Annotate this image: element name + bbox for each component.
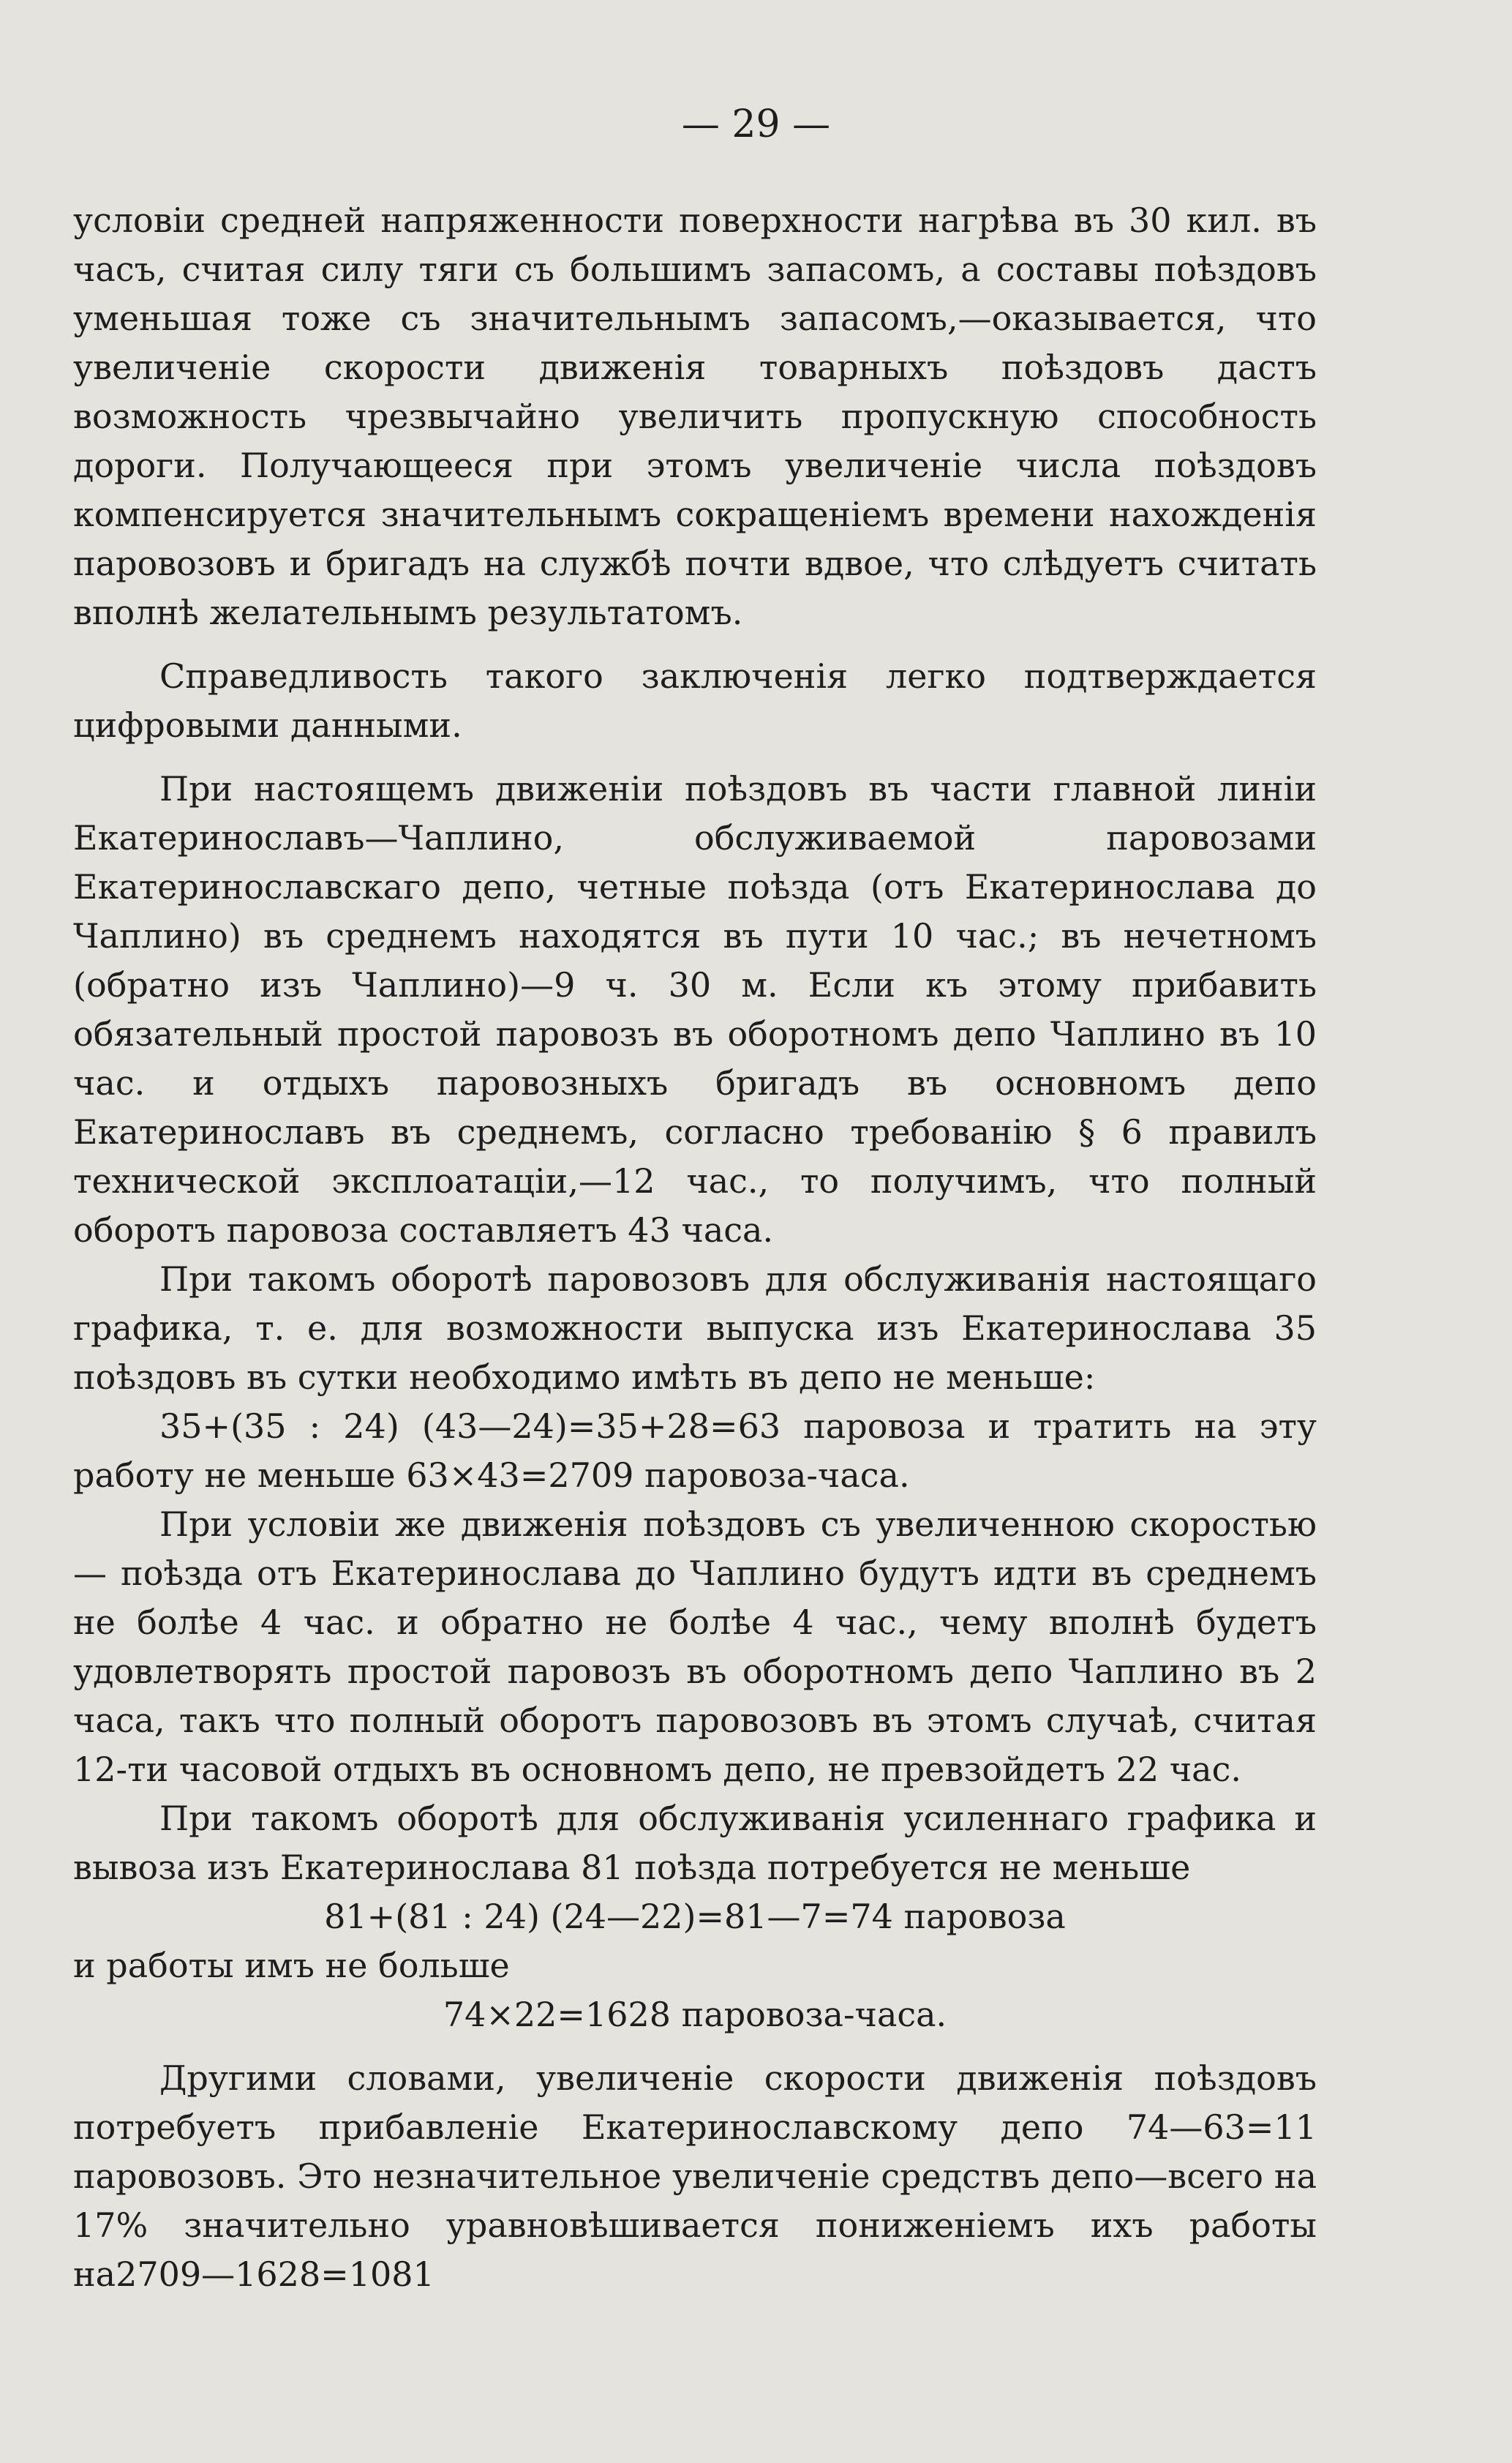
paragraph: Справедливость такого заключенія легко подтверждается цифровыми данными. [73,656,1317,745]
paragraph: При такомъ оборотѣ для обслуживанія усиленнаго графика и вывоза изъ Екатеринослава 81 поѣзда потребуется не меньше [73,1799,1317,1887]
formula: 74×22=1628 паровоза-часа. [443,1995,947,2034]
body-text [73,196,1317,2299]
formula: 81+(81 : 24) (24—22)=81—7=74 паровоза [324,1897,1066,1936]
paragraph: При условіи же движенія поѣздовъ съ увеличенною скоростью — поѣзда отъ Екатеринослава до Чаплино будутъ идти въ среднемъ не болѣе 4 час. и обратно не болѣе 4 час., чему вполнѣ будетъ удовлетворять простой паровозъ въ оборотномъ депо Чаплино въ 2 часа, такъ что полный оборотъ паровозовъ въ этомъ случаѣ, считая 12-ти часовой отдыхъ въ основномъ депо, не превзойдетъ 22 час. [73,1504,1317,1789]
text-line: и работы имъ не больше [73,1946,510,1985]
paragraph: При такомъ оборотѣ паровозовъ для обслуживанія настоящаго графика, т. е. для возможности выпуска изъ Екатеринослава 35 поѣздовъ въ сутки необходимо имѣть въ депо не меньше: [73,1259,1317,1397]
paragraph: 35+(35 : 24) (43—24)=35+28=63 паровоза и тратить на эту работу не меньше 63×43=2709 паровоза-часа. [73,1406,1317,1495]
paragraph: Другими словами, увеличеніе скорости движенія поѣздовъ потребуетъ прибавленіе Екатеринославскому депо 74—63=11 паровозовъ. Это незначительное увеличеніе средствъ депо—всего на 17% значительно уравновѣшивается пониженіемъ ихъ работы на2709—1628=1081 [73,2058,1317,2294]
paragraph: При настоящемъ движеніи поѣздовъ въ части главной линіи Екатеринославъ—Чаплино, обслуживаемой паровозами Екатеринославскаго депо, четные поѣзда (отъ Екатеринослава до Чаплино) въ среднемъ находятся въ пути 10 час.; въ нечетномъ (обратно изъ Чаплино)—9 ч. 30 м. Если къ этому прибавить обязательный простой паровозъ въ оборотномъ депо Чаплино въ 10 час. и отдыхъ паровозныхъ бригадъ въ основномъ депо Екатеринославъ въ среднемъ, согласно требованію § 6 правилъ технической эксплоатаціи,—12 час., то получимъ, что полный оборотъ паровоза составляетъ 43 часа. [73,769,1317,1250]
paragraph: условіи средней напряженности поверхности нагрѣва въ 30 кил. въ часъ, считая силу тяги съ большимъ запасомъ, а составы поѣздовъ уменьшая тоже съ значительнымъ запасомъ,—оказывается, что увеличеніе скорости движенія товарныхъ поѣздовъ дастъ возможность чрезвычайно увеличить пропускную способность дороги. Получающееся при этомъ увеличеніе числа поѣздовъ компенсируется значительнымъ сокращеніемъ времени нахожденія паровозовъ и бригадъ на службѣ почти вдвое, что слѣдуетъ считать вполнѣ желательнымъ результатомъ. [73,200,1317,632]
page-number: — 29 — [681,102,831,146]
